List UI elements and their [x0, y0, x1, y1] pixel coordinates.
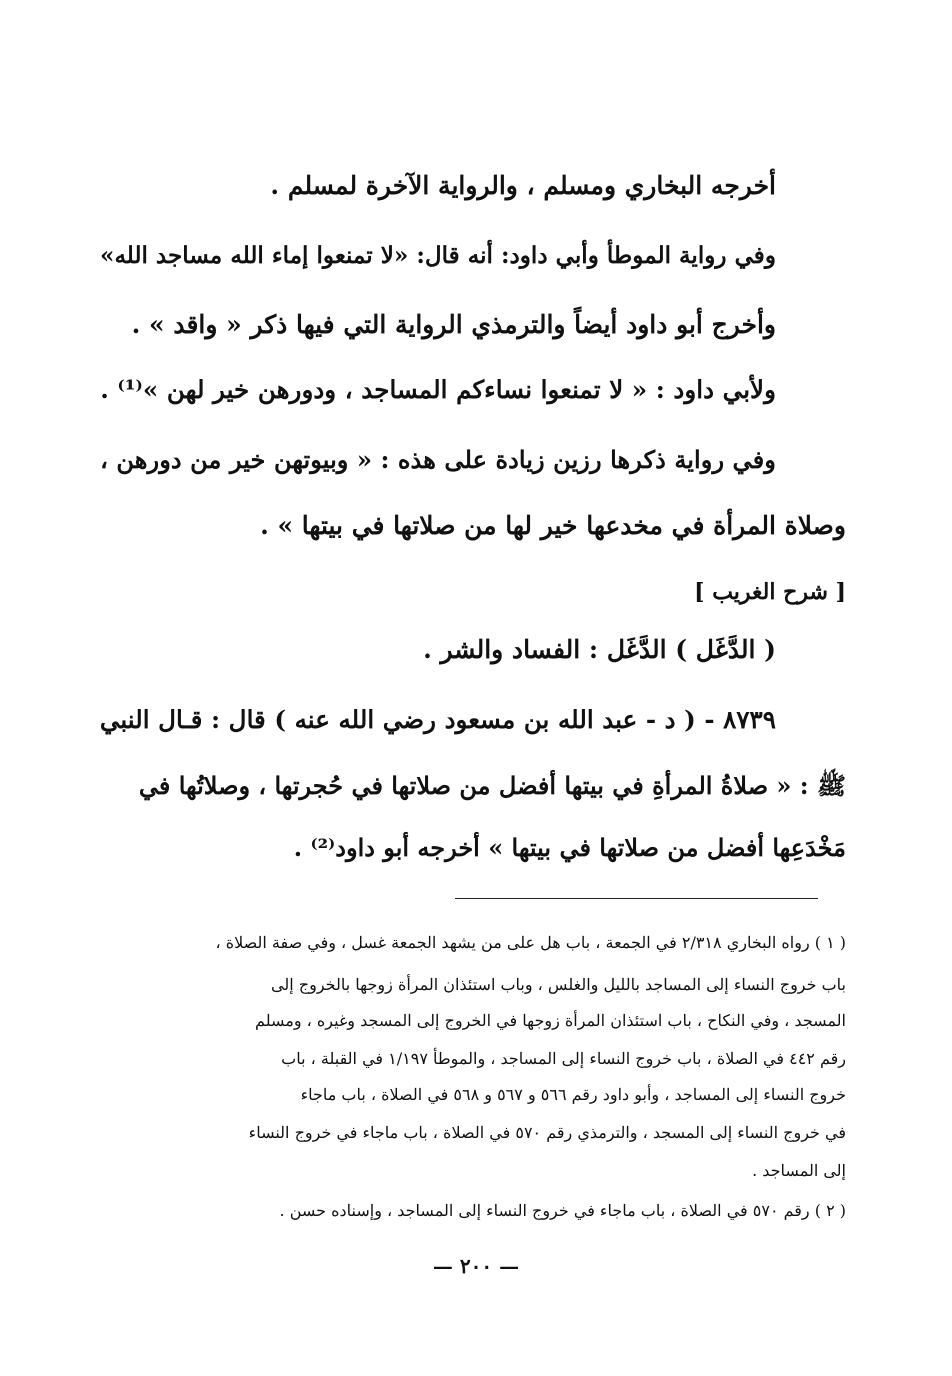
body-line-5: وفي رواية ذكرها رزين زيادة على هذه : « وبيوتهن خير من دورهن ،: [100, 445, 776, 474]
footnote-line-1: ( ١ ) رواه البخاري ٢/٣١٨ في الجمعة ، باب هل على من يشهد الجمعة غسل ، وفي صفة الصلاة ،: [215, 933, 846, 952]
hadith-line-3: مَخْدَعِها أفضل من صلاتها في بيتها » أخرجه أبو داود⁽²⁾ .: [293, 833, 846, 862]
footnote-line-5: خروج النساء إلى المساجد ، وأبو داود رقم ٥٦٦ و ٥٦٧ و ٥٦٨ في الصلاة ، باب ماجاء: [300, 1085, 846, 1104]
body-line-6: وصلاة المرأة في مخدعها خير لها من صلاتها في بيتها » .: [260, 511, 846, 540]
footnote-line-2: باب خروج النساء إلى المساجد بالليل والغلس ، وباب استئذان المرأة زوجها بالخروج إلى: [271, 975, 846, 994]
footnote-line-6: في خروج النساء إلى المسجد ، والترمذي رقم ٥٧٠ في الصلاة ، باب ماجاء في خروج النساء: [248, 1123, 846, 1142]
page-number: — ٢٠٠ —: [432, 1254, 520, 1278]
footnote-line-7: إلى المساجد .: [752, 1161, 846, 1180]
body-line-3: وأخرج أبو داود أيضاً والترمذي الرواية التي فيها ذكر « واقد » .: [131, 310, 776, 339]
hadith-line-1: ٨٧٣٩ - ( د - عبد الله بن مسعود رضي الله عنه ) قال : قـال النبي: [99, 705, 776, 734]
footnote-line-8: ( ٢ ) رقم ٥٧٠ في الصلاة ، باب ماجاء في خروج النساء إلى المساجد ، وإسناده حسن .: [279, 1201, 846, 1220]
footnote-line-4: رقم ٤٤٢ في الصلاة ، باب خروج النساء إلى المساجد ، والموطأ ١/١٩٧ في القبلة ، باب: [281, 1049, 846, 1068]
gloss-line: ( الدَّغَل ) الدَّغَل : الفساد والشر .: [423, 635, 776, 664]
hadith-line-2: ﷺ : « صلاةُ المرأةِ في بيتها أفضل من صلاتها في حُجرتها ، وصلاتُها في: [138, 771, 846, 800]
footnote-line-3: المسجد ، وفي النكاح ، باب استئذان المرأة زوجها في الخروج إلى المسجد وغيره ، ومسلم: [255, 1011, 846, 1030]
footnote-separator: [455, 898, 818, 899]
body-line-1: أخرجه البخاري ومسلم ، والرواية الآخرة لمسلم .: [270, 171, 776, 200]
body-line-2: وفي رواية الموطأ وأبي داود: أنه قال: «لا تمنعوا إماء الله مساجد الله»: [100, 242, 776, 269]
body-line-4: ولأبي داود : « لا تمنعوا نساءكم المساجد ، ودورهن خير لهن »⁽¹⁾ .: [100, 375, 776, 404]
section-heading: [ شرح الغريب ]: [694, 579, 846, 605]
